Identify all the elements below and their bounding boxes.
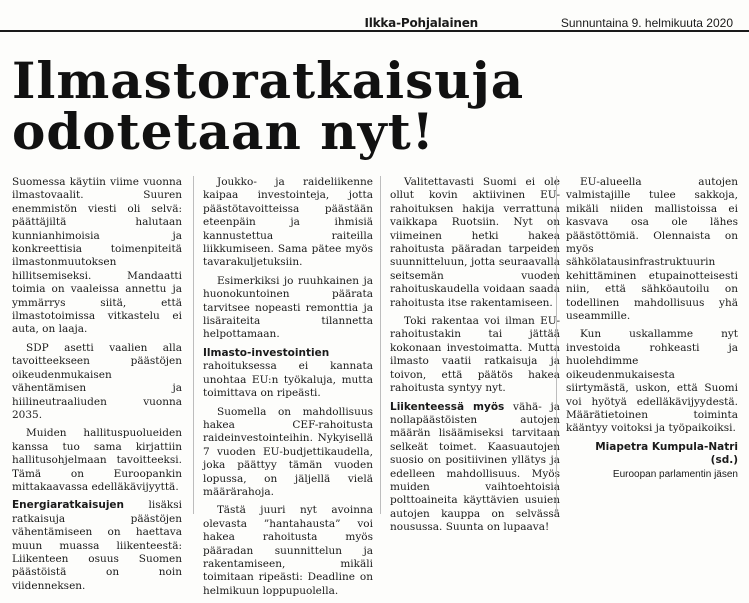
column-divider xyxy=(556,176,557,514)
column-divider xyxy=(193,176,194,514)
paragraph-body: vähä- ja nollapäästöisten autojen määrän lisäämiseksi tarvitaan selkeät toimet. Kaasuautojen suosio on positiivinen yllätys ja edelleen mahdollisuus. Myös muiden vaihtoehtoisia polttoaineita käyttävien usuien autojen kauppa on selvässä nousussa. Suunta on lupaava! xyxy=(390,400,561,534)
paragraph-body: lisäksi ratkaisuja päästöjen vähentämiseen on haettava muun muassa liikenteestä: Liikenteen osuus Suomen päästöistä on noin viidenneksen. xyxy=(12,499,182,592)
column-divider xyxy=(380,176,381,514)
paragraph-lead: Energiaratkaisujen xyxy=(12,499,125,512)
headline xyxy=(12,51,525,161)
headline-line-1: Ilmastoratkaisuja xyxy=(12,51,525,110)
paragraph: Toki rakentaa voi ilman EU-rahoitustakin tai jättää kokonaan investoimatta. Mutta ilmasto vaatii ratkaisuja ja toivon, että päätös hakea rahoitusta syntyy nyt. xyxy=(390,315,560,395)
paragraph-lead: Liikenteessä myös xyxy=(390,400,505,413)
paragraph: Valitettavasti Suomi ei ole ollut kovin aktiivinen EU-rahoituksen hakija verrattuna vaikkapa Ruotsiin. Nyt on viimeinen hetki hakea rahoitusta pääradan tarpeiden suunnitteluun, jotta seuraavalla seitsemän vuoden rahoituskaudella voidaan saada rahoitusta itse rakentamiseen. xyxy=(390,176,560,309)
paragraph: Suomella on mahdollisuus hakea CEF-rahoitusta raideinvestointeihin. Nykyisellä 7 vuoden EU-budjettikaudella, joka päättyy tämän vuoden lopussa, on jäljellä vielä määrärahoja. xyxy=(203,405,373,498)
paragraph xyxy=(390,401,560,535)
paragraph: Tästä juuri nyt avoinna olevasta ”hantahausta” voi hakea rahoitusta myös pääradan suunnittelun ja rakentamiseen, mikäli toimitaan ripeästi: Deadline on helmikuun loppupuolella. xyxy=(203,504,373,597)
paragraph: SDP asetti vaalien alla tavoitteekseen päästöjen oikeudenmukaisen vähentämisen ja hiilineutraaliuden vuonna 2035. xyxy=(12,341,182,421)
publication-date: Sunnuntaina 9. helmikuuta 2020 xyxy=(560,16,733,30)
paragraph xyxy=(12,499,182,593)
paragraph-lead: Ilmasto-investointien xyxy=(203,346,330,359)
paragraph: Suomessa käytiin viime vuonna ilmastovaalit. Suuren enemmistön viesti oli selvä: päättäjiltä halutaan kunnianhimoisia ja konkreettisia toimenpiteitä ilmastonmuutoksen hillitsemiseksi. Mandaatti toimia on vaaleissa annettu ja ymmärrys siitä, että ilmastotoimissa vitkastelu ei auta, on laaja. xyxy=(12,176,182,336)
paragraph: Muiden hallituspuolueiden kanssa tuo sama kirjattiin hallitusohjelmaan tavoitteeksi. Tämä on Euroopankin mittakaavassa edelläkävijyyttä. xyxy=(12,427,182,493)
publication-name: Ilkka-Pohjalainen xyxy=(364,16,478,30)
paragraph: Esimerkiksi jo ruuhkainen ja huonokuntoinen päärata tarvitsee nopeasti remonttia ja lisäraiteita tilannetta helpottamaan. xyxy=(203,274,373,341)
paragraph: EU-alueella autojen valmistajille tulee sakkoja, mikäli niiden mallistoissa ei kasvava osa ole lähes päästöttömiä. Olennaista on myös sähkölatausinfrastruktuurin kehittäminen etupainotteisesti niin, että sähköautoilu on todellinen mahdollisuus yhä useammille. xyxy=(566,176,738,323)
article-column-4 xyxy=(566,176,738,481)
paragraph: Joukko- ja raideliikenne kaipaa investointeja, jotta päästötavoitteissa päästään eteenpäin ja ihmisiä kannustettua raiteilla liikkumiseen. Sama pätee myös tavarakuljetuksiin. xyxy=(203,176,373,269)
author-signature xyxy=(566,441,738,481)
paragraph xyxy=(203,347,373,401)
article-column-1 xyxy=(12,176,182,598)
headline-line-2: odotetaan nyt! xyxy=(12,102,435,161)
author-name: Miapetra Kumpula-Natri (sd.) xyxy=(595,440,738,467)
masthead xyxy=(0,0,749,32)
paragraph: Kun uskallamme nyt investoida rohkeasti ja huolehdimme oikeudenmukaisesta siirtymästä, uskon, että Suomi voi hyötyä edelläkävijyydestä. Määrätietoinen toiminta kääntyy voitoksi ja työpaikoiksi. xyxy=(566,328,738,435)
article-column-3 xyxy=(390,176,560,540)
paragraph-body: rahoituksessa ei kannata unohtaa EU:n työkaluja, mutta toimittava on ripeästi. xyxy=(203,360,373,400)
author-role: Euroopan parlamentin jäsen xyxy=(612,468,738,480)
article-column-2 xyxy=(203,176,373,603)
